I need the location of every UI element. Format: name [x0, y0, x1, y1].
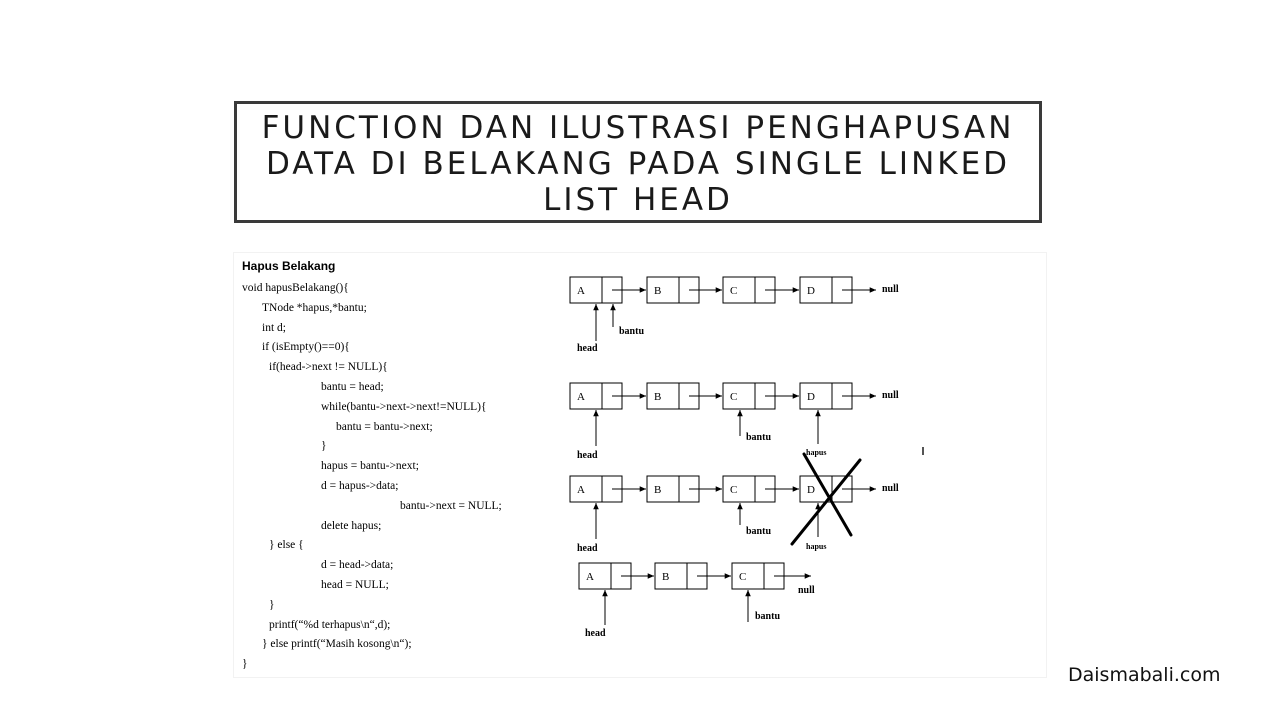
code-line: bantu = head;	[321, 381, 384, 393]
code-line: d = hapus->data;	[321, 480, 399, 492]
code-line: }	[321, 440, 327, 452]
node-label: C	[739, 571, 747, 583]
linked-list-illustration	[234, 253, 1046, 677]
node-label: B	[654, 285, 662, 297]
delete-cross-mark	[792, 454, 860, 544]
hapus-pointer-label: hapus	[806, 542, 827, 551]
node-label: A	[577, 391, 585, 403]
row2-diagram	[570, 383, 876, 446]
code-line: hapus = bantu->next;	[321, 460, 419, 472]
code-line: bantu = bantu->next;	[336, 421, 433, 433]
code-line: if(head->next != NULL){	[269, 361, 388, 373]
code-line: d = head->data;	[321, 559, 394, 571]
code-line: } else printf(“Masih kosong\n“);	[262, 638, 412, 650]
row1-diagram	[570, 277, 876, 341]
code-line: bantu->next = NULL;	[400, 500, 502, 512]
head-pointer-label: head	[577, 343, 598, 354]
slide-title: FUNCTION DAN ILUSTRASI PENGHAPUSAN DATA DI BELAKANG PADA SINGLE LINKED LIST HEAD	[261, 110, 1015, 218]
bantu-pointer-label: bantu	[619, 326, 645, 337]
code-line: int d;	[262, 322, 286, 334]
node-label: C	[730, 484, 738, 496]
node-label: D	[807, 484, 815, 496]
hapus-pointer-label: hapus	[806, 448, 827, 457]
null-label: null	[882, 483, 899, 494]
node-label: C	[730, 285, 738, 297]
code-line: delete hapus;	[321, 520, 382, 532]
node-label: D	[807, 391, 815, 403]
stray-mark	[922, 447, 924, 455]
code-line: if (isEmpty()==0){	[262, 341, 350, 353]
node-label: D	[807, 285, 815, 297]
code-line: }	[242, 658, 248, 670]
null-label: null	[882, 284, 899, 295]
node-label: A	[586, 571, 594, 583]
code-line: printf(“%d terhapus\n“,d);	[269, 619, 391, 631]
head-pointer-label: head	[577, 450, 598, 461]
node-label: C	[730, 391, 738, 403]
node-label: A	[577, 484, 585, 496]
code-line: } else {	[269, 539, 304, 551]
code-line: head = NULL;	[321, 579, 389, 591]
code-line: }	[269, 599, 275, 611]
code-line: while(bantu->next->next!=NULL){	[321, 401, 487, 413]
code-heading: Hapus Belakang	[242, 259, 336, 273]
code-illustration-figure	[234, 253, 1046, 677]
node-label: B	[654, 484, 662, 496]
null-label: null	[882, 390, 899, 401]
node-label: A	[577, 285, 585, 297]
bantu-pointer-label: bantu	[746, 432, 772, 443]
row3-diagram	[570, 476, 876, 539]
bantu-pointer-label: bantu	[746, 526, 772, 537]
node-label: B	[654, 391, 662, 403]
bantu-pointer-label: bantu	[755, 611, 781, 622]
code-line: void hapusBelakang(){	[242, 282, 349, 294]
code-line: TNode *hapus,*bantu;	[262, 302, 367, 314]
slide-title-box	[234, 101, 1042, 223]
null-label: null	[798, 585, 815, 596]
head-pointer-label: head	[585, 628, 606, 639]
node-label: B	[662, 571, 670, 583]
head-pointer-label: head	[577, 543, 598, 554]
footer-website: Daismabali.com	[1068, 664, 1221, 686]
